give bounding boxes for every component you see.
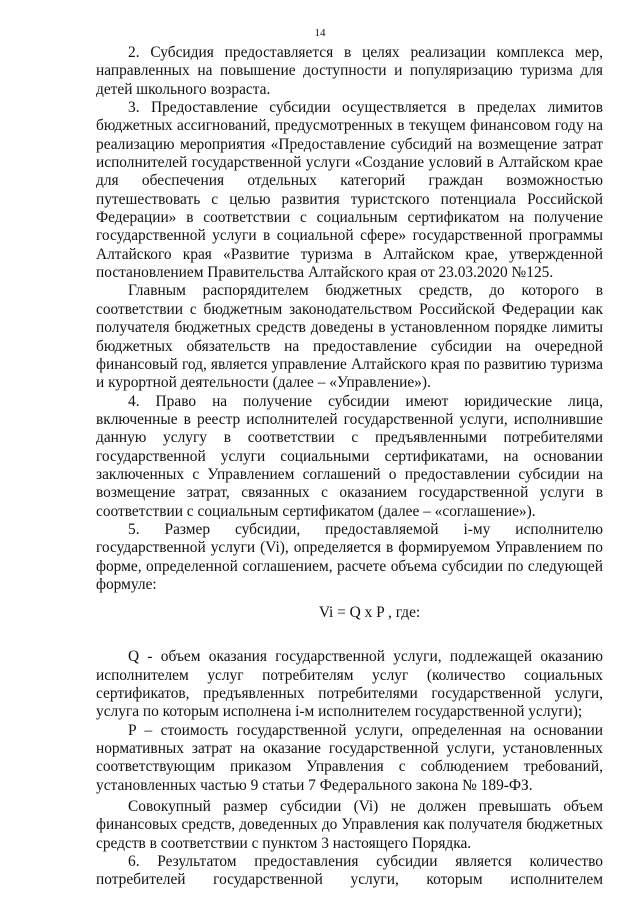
paragraph-2-purpose: 2. Субсидия предоставляется в целях реализации комплекса мер, направленных на повышение доступности и популяризацию туризма для детей школьного возраста.: [96, 44, 603, 98]
definition-q: Q - объем оказания государственной услуги, подлежащей оказанию исполнителем услуг потребителям услуг (количество социальных сертификатов, предъявленных потребителями государственной услуги, услуга по которым исполнена i-м исполнителем государственной услуги);: [96, 648, 603, 721]
page-number: 14: [314, 27, 326, 39]
paragraph-3-budget-limits: 3. Предоставление субсидии осуществляется в пределах лимитов бюджетных ассигнований, предусмотренных в текущем финансовом году на реализацию мероприятия «Предоставление субсидий на возмещение затрат исполнителей государственной услуги «Создание условий в Алтайском крае для обеспечения отдельных категорий граждан возможностью путешествовать с целью развития туристского потенциала Российской Федерации» в соответствии с социальным сертификатом на получение государственной услуги в социальной сфере» государственной программы Алтайского края «Развитие туризма в Алтайском крае, утвержденной постановлением Правительства Алтайского края от 23.03.2020 №125.: [96, 99, 603, 282]
subsidy-formula: Vi = Q x P , где:: [318, 604, 421, 622]
paragraph-3-chief-administrator: Главным распорядителем бюджетных средств, до которого в соответствии с бюджетным законодательством Российской Федерации как получателя бюджетных средств доведены в установленном порядке лимиты бюджетных обязательств на предоставление субсидии на очередной финансовый год, является управление Алтайского края по развитию туризма и курортной деятельности (далее – «Управление»).: [96, 282, 603, 392]
definition-p: P – стоимость государственной услуги, определенная на основании нормативных затрат на оказание государственной услуги, установленных соответствующим приказом Управления с соблюдением требований, установленных частью 9 статьи 7 Федерального закона № 189-ФЗ.: [96, 721, 603, 794]
paragraph-5-subsidy-amount: 5. Размер субсидии, предоставляемой i-му исполнителю государственной услуги (Vi), определяется в формируемом Управлением по форме, определенной соглашением, расчете объема субсидии по следующей формуле:: [96, 520, 603, 593]
document-body: [96, 42, 603, 890]
paragraph-4-eligibility: 4. Право на получение субсидии имеют юридические лица, включенные в реестр исполнителей государственной услуги, исполнившие данную услугу в соответствии с предъявленными потребителями государственной услуги социальными сертификатами, на основании заключенных с Управлением соглашений о предоставлении субсидии на возмещение затрат, связанных с оказанием государственной услуги в соответствии с социальным сертификатом (далее – «соглашение»).: [96, 392, 603, 520]
paragraph-6-result: 6. Результатом предоставления субсидии является количество потребителей государственной услуги, которым исполнителем: [96, 853, 603, 889]
paragraph-total-limit: Совокупный размер субсидии (Vi) не должен превышать объем финансовых средств, доведенных до Управления как получателя бюджетных средств в соответствии с пунктом 3 настоящего Порядка.: [96, 798, 603, 852]
